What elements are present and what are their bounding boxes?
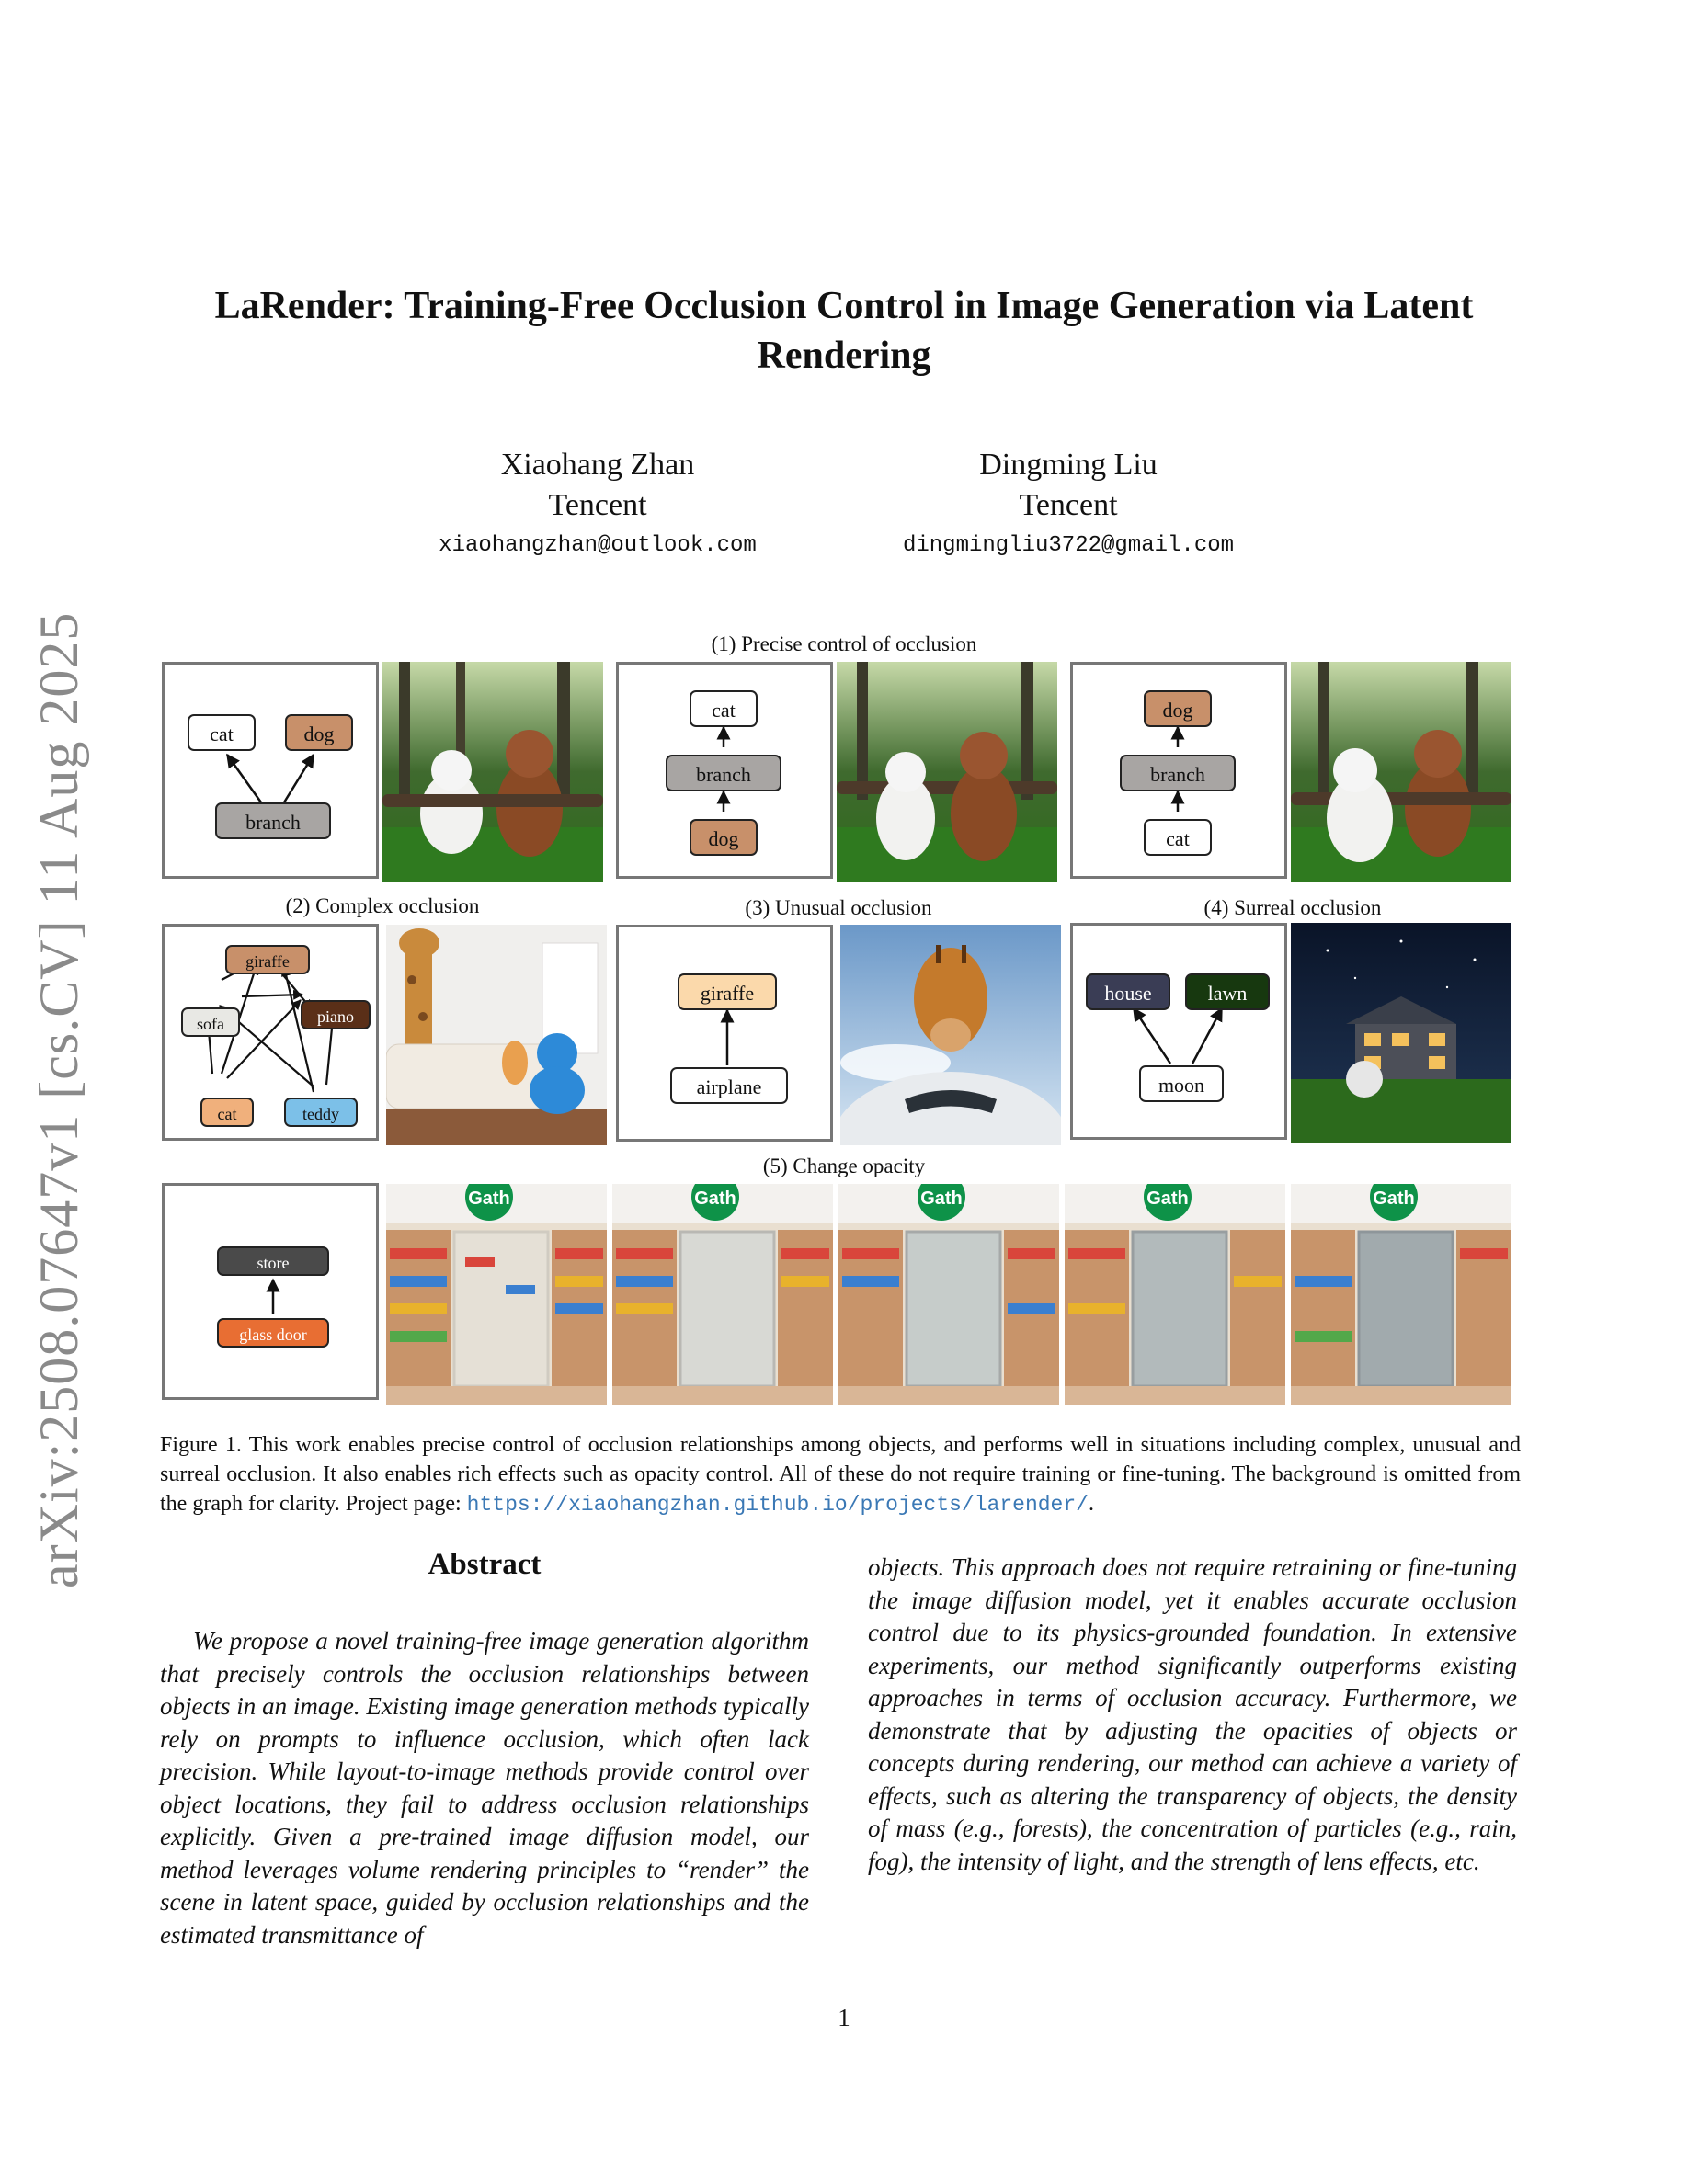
store-sign-text: Gath	[468, 1189, 510, 1209]
paper-title: LaRender: Training-Free Occlusion Control in Image Generation via Latent Rendering	[214, 285, 1474, 377]
graph-arrows	[619, 927, 836, 1144]
figure-caption	[160, 1430, 1521, 1519]
section-caption-opacity: (5) Change opacity	[762, 1155, 926, 1177]
section-caption-surreal: (4) Surreal occlusion	[1203, 896, 1382, 919]
abstract-text-right: objects. This approach does not require retraining or fine-tuning the image diffusion model, yet it enables accurate occlusion control due to its physics-grounded foundation. In extensive experiments, our method significantly outperforms existing approaches in terms of occlusion accuracy. Furthermore, we demonstrate that by adjusting the opacities of objects or concepts during rendering, our method can achieve a variety of effects, such as altering the transparency of objects, the density of mass (e.g., forests), the concentration of particles (e.g., rain, fog), the intensity of light, and the strength of lens effects, etc.	[868, 1553, 1517, 1875]
node-cat: cat	[200, 1098, 254, 1127]
node-moon: moon	[1139, 1065, 1224, 1102]
node-teddy: teddy	[284, 1098, 358, 1127]
node-branch: branch	[666, 755, 781, 791]
author-email: dingmingliu3722@gmail.com	[902, 533, 1235, 558]
graph-arrows	[165, 1186, 382, 1403]
caption-text: Figure 1. This work enables precise control of occlusion relationships among objects, and performs well in situations including complex, unusual and surreal occlusion. It also enables rich effects such as opacity control. All of these do not require training or fine-tuning. The background is omitted from the graph for clarity. Project page:	[160, 1433, 1521, 1516]
author-block	[838, 445, 1298, 566]
node-airplane: airplane	[670, 1067, 788, 1104]
node-store: store	[217, 1246, 329, 1276]
image-store-opacity-4	[1065, 1184, 1285, 1405]
node-lawn: lawn	[1185, 973, 1270, 1010]
author-name: Xiaohang Zhan	[500, 448, 695, 482]
node-branch: branch	[215, 802, 331, 839]
node-sofa: sofa	[181, 1007, 240, 1037]
image-house-moon	[1291, 923, 1511, 1143]
node-glass-door: glass door	[217, 1318, 329, 1348]
store-sign-text: Gath	[694, 1189, 736, 1209]
author-affiliation: Tencent	[548, 488, 647, 522]
node-cat: cat	[1144, 819, 1212, 856]
image-store-opacity-1	[386, 1184, 607, 1405]
node-cat: cat	[690, 690, 758, 727]
node-giraffe: giraffe	[225, 945, 310, 974]
graph-panel-1a	[162, 662, 379, 879]
store-sign-text: Gath	[1146, 1189, 1189, 1209]
section-caption-precise: (1) Precise control of occlusion	[711, 632, 977, 655]
node-cat: cat	[188, 714, 256, 751]
store-sign-text: Gath	[920, 1189, 963, 1209]
image-giraffe-airplane	[840, 925, 1061, 1145]
caption-end: .	[1088, 1492, 1094, 1516]
graph-panel-2	[162, 924, 379, 1141]
graph-arrows	[165, 665, 382, 882]
image-living-room	[386, 925, 607, 1145]
node-dog: dog	[285, 714, 353, 751]
graph-panel-1b	[616, 662, 833, 879]
graph-panel-4	[1070, 923, 1287, 1140]
section-caption-unusual: (3) Unusual occlusion	[745, 896, 932, 919]
image-store-opacity-3	[838, 1184, 1059, 1405]
arxiv-stamp: arXiv:2508.07647v1 [cs.CV] 11 Aug 2025	[29, 611, 89, 1588]
author-name: Dingming Liu	[979, 448, 1158, 482]
image-forest-cat-dog-3	[1291, 662, 1511, 882]
graph-arrows	[1073, 926, 1290, 1143]
node-piano: piano	[301, 1000, 371, 1029]
graph-panel-5	[162, 1183, 379, 1400]
author-email: xiaohangzhan@outlook.com	[439, 533, 757, 558]
page-number: 1	[838, 2004, 850, 2031]
abstract-heading: Abstract	[428, 1548, 542, 1581]
image-forest-cat-dog-2	[837, 662, 1057, 882]
image-store-opacity-2	[612, 1184, 833, 1405]
node-dog: dog	[690, 819, 758, 856]
project-page-link[interactable]: https://xiaohangzhan.github.io/projects/larender/	[466, 1493, 1089, 1517]
node-giraffe: giraffe	[678, 973, 777, 1010]
author-block	[368, 445, 827, 566]
image-forest-cat-dog	[382, 662, 603, 882]
node-dog: dog	[1144, 690, 1212, 727]
graph-panel-1c	[1070, 662, 1287, 879]
section-caption-complex: (2) Complex occlusion	[285, 894, 480, 917]
node-house: house	[1086, 973, 1170, 1010]
graph-panel-3	[616, 925, 833, 1142]
store-sign-text: Gath	[1373, 1189, 1415, 1209]
author-affiliation: Tencent	[1019, 488, 1118, 522]
abstract-text-left: We propose a novel training-free image generation algorithm that precisely controls the occlusion relationships between objects in an image. Existing image generation methods typically rely on prompts to influence occlusion, which often lack precision. While layout-to-image methods provide control over object locations, they fail to address occlusion relationships explicitly. Given a pre-trained image diffusion model, our method leverages volume rendering principles to “render” the scene in latent space, guided by occlusion relationships and the estimated transmittance of	[160, 1627, 809, 1949]
image-store-opacity-5	[1291, 1184, 1511, 1405]
node-branch: branch	[1120, 755, 1236, 791]
